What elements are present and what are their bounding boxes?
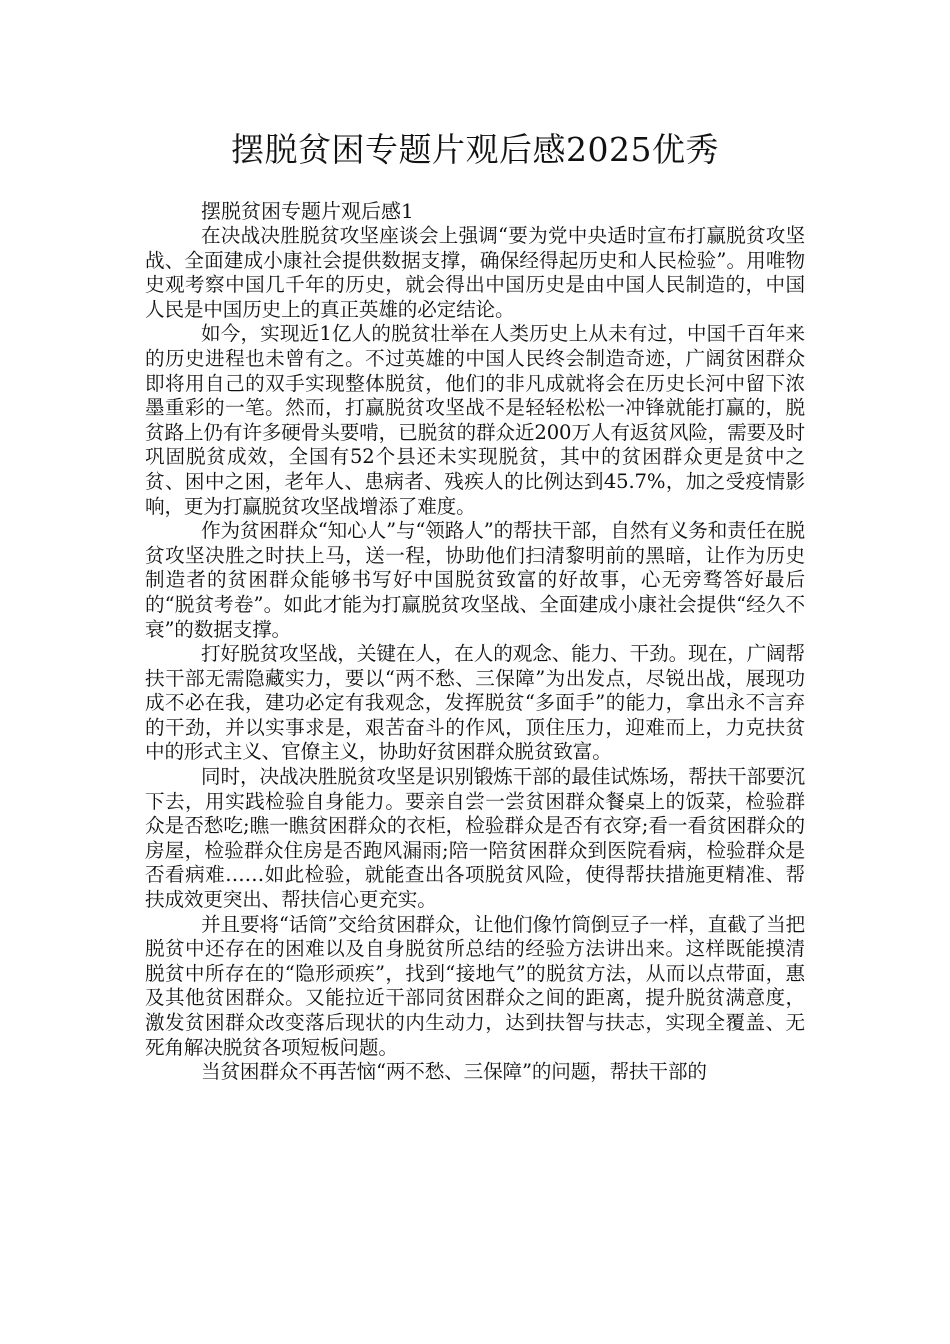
paragraph-6: 并且要将“话筒”交给贫困群众，让他们像竹筒倒豆子一样，直截了当把脱贫中还存在的困难以及自身脱贫所总结的经验方法讲出来。这样既能摸清脱贫中所存在的“隐形顽疾”，找到“接地气”的脱贫方法，从而以点带面，惠及其他贫困群众。又能拉近干部同贫困群众之间的距离，提升脱贫满意度，激发贫困群众改变落后现状的内生动力，达到扶智与扶志，实现全覆盖、无死角解决脱贫各项短板问题。 xyxy=(145,912,805,1059)
document-body xyxy=(145,199,805,1085)
paragraph-2: 如今，实现近1亿人的脱贫壮举在人类历史上从未有过，中国千百年来的历史进程也未曾有之。不过英雄的中国人民终会制造奇迹，广阔贫困群众即将用自己的双手实现整体脱贫，他们的非凡成就将会在历史长河中留下浓墨重彩的一笔。然而，打赢脱贫攻坚战不是轻轻松松一冲锋就能打赢的，脱贫路上仍有许多硬骨头要啃，已脱贫的群众近200万人有返贫风险，需要及时巩固脱贫成效，全国有52个县还未实现脱贫，其中的贫困群众更是贫中之贫、困中之困，老年人、患病者、残疾人的比例达到45.7%，加之受疫情影响，更为打赢脱贫攻坚战增添了难度。 xyxy=(145,322,805,518)
paragraph-7: 当贫困群众不再苦恼“两不愁、三保障”的问题，帮扶干部的 xyxy=(201,1060,707,1084)
section-heading: 摆脱贫困专题片观后感1 xyxy=(201,199,414,223)
paragraph-3: 作为贫困群众“知心人”与“领路人”的帮扶干部，自然有义务和责任在脱贫攻坚决胜之时扶上马，送一程，协助他们扫清黎明前的黑暗，让作为历史制造者的贫困群众能够书写好中国脱贫致富的好故事，心无旁骛答好最后的“脱贫考卷”。如此才能为打赢脱贫攻坚战、全面建成小康社会提供“经久不衰”的数据支撑。 xyxy=(145,519,805,641)
paragraph-4: 打好脱贫攻坚战，关键在人，在人的观念、能力、干劲。现在，广阔帮扶干部无需隐藏实力，要以“两不愁、三保障”为出发点，尽锐出战，展现功成不必在我，建功必定有我观念，发挥脱贫“多面手”的能力，拿出永不言弃的干劲，并以实事求是，艰苦奋斗的作风，顶住压力，迎难而上，力克扶贫中的形式主义、官僚主义，协助好贫困群众脱贫致富。 xyxy=(145,642,805,764)
paragraph-5: 同时，决战决胜脱贫攻坚是识别锻炼干部的最佳试炼场，帮扶干部要沉下去，用实践检验自身能力。要亲自尝一尝贫困群众餐桌上的饭菜，检验群众是否愁吃;瞧一瞧贫困群众的衣柜，检验群众是否有衣穿;看一看贫困群众的房屋，检验群众住房是否跑风漏雨;陪一陪贫困群众到医院看病，检验群众是否看病难……如此检验，就能查出各项脱贫风险，使得帮扶措施更精准、帮扶成效更突出、帮扶信心更充实。 xyxy=(145,765,805,912)
paragraph-1: 在决战决胜脱贫攻坚座谈会上强调“要为党中央适时宣布打赢脱贫攻坚战、全面建成小康社会提供数据支撑，确保经得起历史和人民检验”。用唯物史观考察中国几千年的历史，就会得出中国历史是由中国人民制造的，中国人民是中国历史上的真正英雄的必定结论。 xyxy=(145,224,805,321)
document-title: 摆脱贫困专题片观后感2025优秀 xyxy=(231,130,719,169)
